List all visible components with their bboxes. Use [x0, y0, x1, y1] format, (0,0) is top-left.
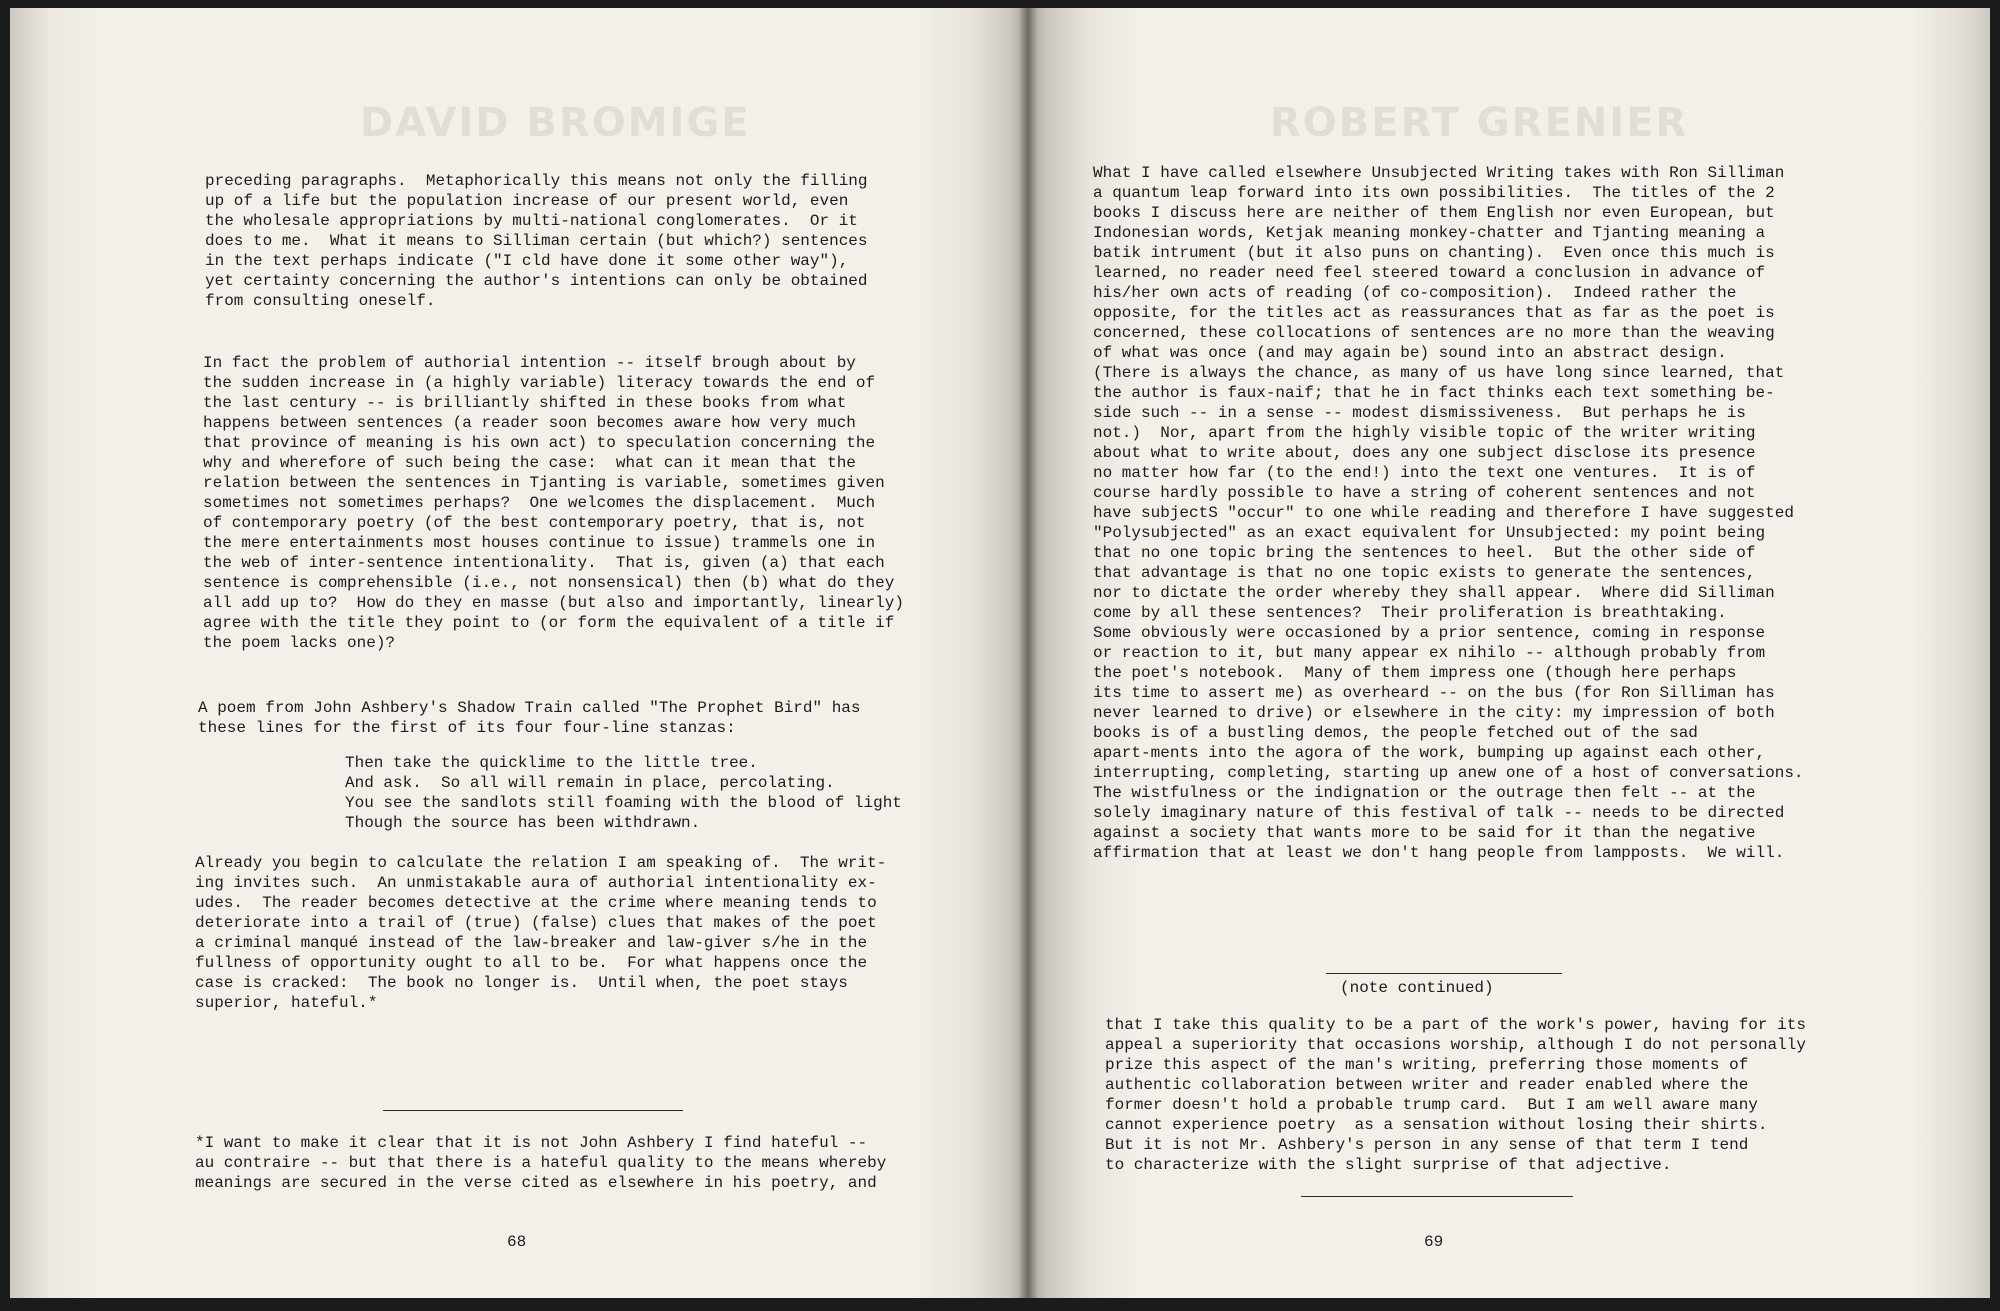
- page-number-left: 68: [507, 1233, 527, 1251]
- right-page: [1028, 8, 1990, 1298]
- footnote: *I want to make it clear that it is not John Ashbery I find hateful -- au contraire -- but that there is a hateful quality to the means whereby meanings are secured in the verse cited as elsewhere in his poetry, and: [195, 1134, 887, 1192]
- poem-stanza: Then take the quicklime to the little tree. And ask. So all will remain in place, percolating. You see the sandlots still foaming with the blood of light Though the source has been withdrawn.: [345, 754, 902, 832]
- right-paragraph-1: What I have called elsewhere Unsubjected Writing takes with Ron Silliman a quantum leap forward into its own possibilities. The titles of the 2 books I discuss here are neither of them English nor even European, but Indonesian words, Ketjak meaning monkey-chatter and Tjanting meaning a batik intrument (but it also puns on chanting). Even once this much is learned, no reader need feel steered toward a conclusion in advance of his/her own acts of reading (of co-composition). Indeed rather the opposite, for the titles act as reassurances that as far as the poet is concerned, these collocations of sentences are no more than the weaving of what was once (and may again be) sound into an abstract design. (There is always the chance, as many of us have long since learned, that the author is faux-naif; that he in fact thinks each text something be- side such -- in a sense -- modest dismissiveness. But perhaps he is not.) Nor, apart from the highly visible topic of the writer writing about what to write about, does any one subject disclose its presence no matter how far (to the end!) into the text one ventures. It is of course hardly possible to have a string of coherent sentences and not have subjectS "occur" to one while reading and therefore I have suggested "Polysubjected" as an exact equivalent for Unsubjected: my point being that no one topic bring the sentences to heel. But the other side of that advantage is that no one topic exists to generate the sentences, nor to dictate the order whereby they shall appear. Where did Silliman come by all these sentences? Their proliferation is breathtaking. Some obviously were occasioned by a prior sentence, coming in response or reaction to it, but many appear ex nihilo -- although probably from the poet's notebook. Many of them impress one (though here perhaps its time to assert me) as overheard -- on the bus (for Ron Silliman has never learned to drive) or elsewhere in the city: my impression of both books is of a bustling demos, the people fetched out of the sad apart-ments into the agora of the work, bumping up against each other, interrupting, completing, starting up anew one of a host of conversations. The wistfulness or the indignation or the outrage then felt -- at the solely imaginary nature of this festival of talk -- needs to be directed against a society that wants more to be said for it than the negative affirmation that at least we don't hang people from lampposts. We will.: [1093, 164, 1804, 862]
- note-continued-label: (note continued): [1340, 979, 1494, 997]
- left-running-head: DAVID BROMIGE: [360, 100, 751, 146]
- book-gutter: [1018, 8, 1038, 1298]
- note-body: that I take this quality to be a part of the work's power, having for its appeal a superiority that occasions worship, although I do not personally prize this aspect of the man's writing, preferring those moments of authentic collaboration between writer and reader enabled where the former doesn't hold a probable trump card. But I am well aware many cannot experience poetry as a sensation without losing their shirts. But it is not Mr. Ashbery's person in any sense of that term I tend to characterize with the slight surprise of that adjective.: [1105, 1016, 1806, 1174]
- left-paragraph-2: In fact the problem of authorial intention -- itself brough about by the sudden increase in (a highly variable) literacy towards the end of the last century -- is brilliantly shifted in these books from what happens between sentences (a reader soon becomes aware how very much that province of meaning is his own act) to speculation concerning the why and wherefore of such being the case: what can it mean that the relation between the sentences in Tjanting is variable, sometimes given sometimes not sometimes perhaps? One welcomes the displacement. Much of contemporary poetry (of the best contemporary poetry, that is, not the mere entertainments most houses continue to issue) trammels one in the web of inter-sentence intentionality. That is, given (a) that each sentence is comprehensible (i.e., not nonsensical) then (b) what do they all add up to? How do they en masse (but also and importantly, linearly) agree with the title they point to (or form the equivalent of a title if the poem lacks one)?: [203, 354, 904, 652]
- left-page: [10, 8, 1028, 1298]
- footnote-rule: [383, 1110, 683, 1111]
- left-paragraph-4: Already you begin to calculate the relation I am speaking of. The writ- ing invites such. An unmistakable aura of authorial intentionality ex- udes. The reader becomes detective at the crime where meaning tends to deteriorate into a trail of (true) (false) clues that makes of the poet a criminal manqué instead of the law-breaker and law-giver s/he in the fullness of opportunity ought to all to be. For what happens once the case is cracked: The book no longer is. Until when, the poet stays superior, hateful.*: [195, 854, 887, 1012]
- left-paragraph-3: A poem from John Ashbery's Shadow Train called "The Prophet Bird" has these lines for the first of its four four-line stanzas:: [198, 699, 861, 737]
- note-rule-bottom: [1301, 1196, 1573, 1197]
- left-paragraph-1: preceding paragraphs. Metaphorically this means not only the filling up of a life but the population increase of our present world, even the wholesale appropriations by multi-national conglomerates. Or it does to me. What it means to Silliman certain (but which?) sentences in the text perhaps indicate ("I cld have done it some other way"), yet certainty concerning the author's intentions can only be obtained from consulting oneself.: [205, 172, 868, 310]
- note-rule-top: [1326, 973, 1562, 974]
- right-running-head: ROBERT GRENIER: [1270, 100, 1689, 146]
- page-number-right: 69: [1424, 1233, 1444, 1251]
